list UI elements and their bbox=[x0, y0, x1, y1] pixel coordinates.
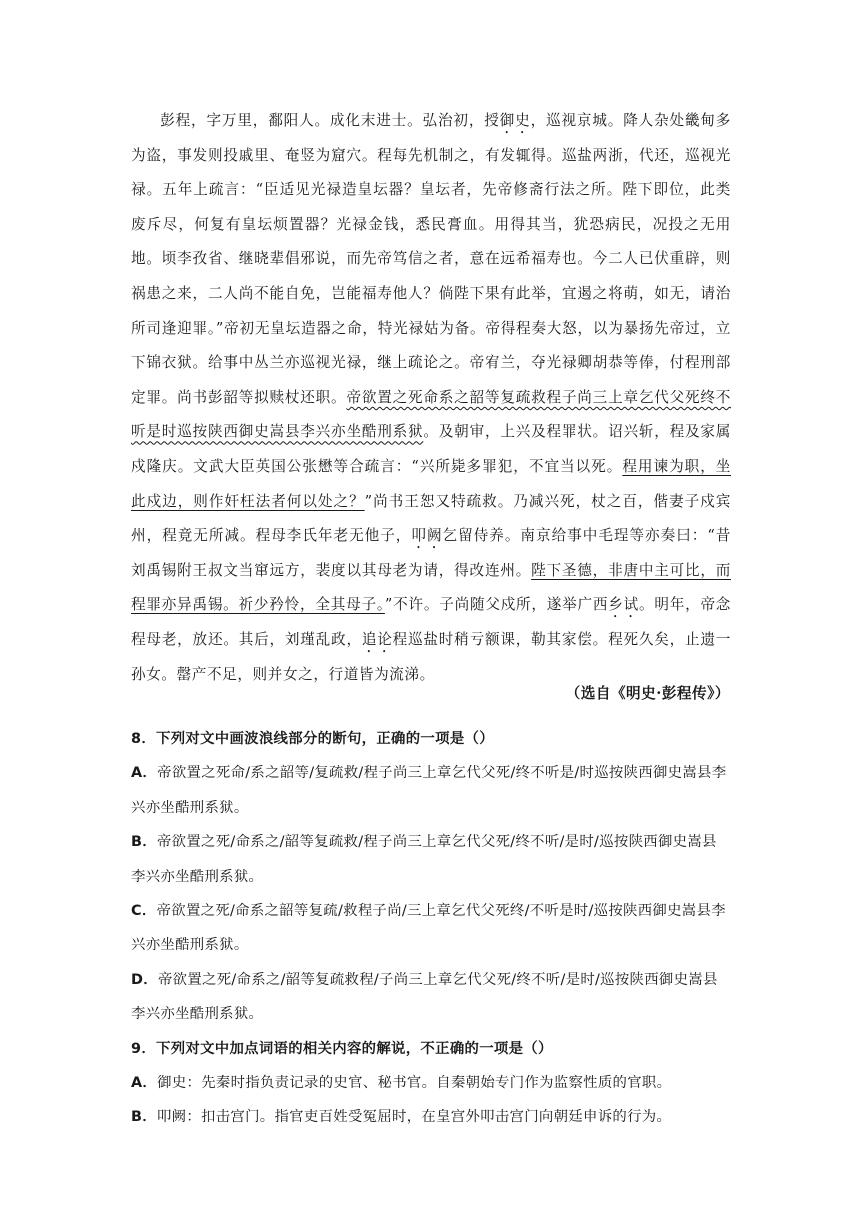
dotted-term-zhuilun: 追论 bbox=[361, 630, 393, 648]
option-text: 御史：先秦时指负责记录的史官、秘书官。自秦朝始专门作为监察性质的官职。 bbox=[157, 1075, 672, 1092]
dotted-term-yushi: 御史 bbox=[499, 112, 531, 129]
dotted-term-xiangshi: 乡试 bbox=[608, 596, 639, 614]
passage-text: 程巡盐时稍亏额课，勒其家偿。程死久矣，止遗一孙女。罄产不足，则并女之，行道皆为流涕。 bbox=[131, 630, 731, 683]
question-list bbox=[131, 722, 731, 1135]
option-letter: B． bbox=[131, 834, 157, 851]
question-9-option-a bbox=[131, 1066, 731, 1100]
option-letter: A． bbox=[131, 765, 158, 782]
option-letter: D． bbox=[131, 971, 158, 988]
question-9-stem: 9．下列对文中加点词语的相关内容的解说，不正确的一项是（） bbox=[131, 1040, 553, 1057]
question-9-option-b bbox=[131, 1100, 731, 1134]
option-letter: B． bbox=[131, 1109, 157, 1126]
passage-text: 。及朝审，上兴及程罪状。诏兴斩，程及家属戍隆庆。文武大臣英国公张懋等合疏言：“兴所毙多罪犯，不宜当以死。 bbox=[131, 423, 731, 475]
option-text: 叩阙：扣击宫门。指官吏百姓受冤屈时，在皇宫外叩击宫门向朝廷申诉的行为。 bbox=[156, 1109, 672, 1126]
question-8-option-d bbox=[131, 963, 731, 1032]
question-8-option-c bbox=[131, 894, 731, 963]
wavy-underlined-sentence: 帝欲置之死命系之韶等复疏救程子尚三上章乞代父死终不听是时巡按陕西御史嵩县李兴亦坐酷刑系狱 bbox=[131, 388, 731, 441]
passage-paragraph bbox=[131, 104, 731, 692]
option-letter: A． bbox=[131, 1075, 158, 1092]
underlined-sentence-1: 程用谏为职，坐此戍边，则作奸枉法者何以处之？ bbox=[131, 457, 732, 510]
classical-passage bbox=[131, 104, 731, 692]
option-text: 帝欲置之死/命系之/韶等复疏救程/子尚三上章乞代父死/终不听/是时/巡按陕西御史嵩县李兴亦坐酷刑系狱。 bbox=[131, 971, 718, 1023]
passage-text: 。明年，帝念程母老，放还。其后，刘瑾乱政， bbox=[131, 596, 732, 648]
dotted-term-koujue: 叩阙 bbox=[411, 527, 443, 545]
passage-text: ，巡视京城。降人杂处畿甸多为盗，事发则投戚里、奄竖为窟穴。程每先机制之，有发辄得。巡盐两浙，代还，巡视光禄。五年上疏言：“臣适见光禄造皇坛器？皇坛者，先帝修斋行法之所。陛下即位，此类废斥尽，何复有皇坛烦置器？光禄金钱，悉民膏血。用得其当，犹恐病民，况投之无用地。顷李孜省、继晓辈倡邪说，而先帝笃信之者，意在远希福寿也。今二人已伏重辟，则祸患之来，二人尚不能自免，岂能福寿他人？倘陛下果有此举，宜遏之将萌，如无，请治所司逢迎罪。”帝初无皇坛造器之命，特光禄姑为备。帝得程奏大怒，以为暴扬先帝过，立下锦衣狱。给事中丛兰亦巡视光禄，继上疏论之。帝宥兰，夺光禄卿胡恭等俸，付程刑部定罪。尚书彭韶等拟赎杖还职。 bbox=[131, 112, 732, 406]
passage-text: 乞留侍养。南京给事中毛珵等亦奏曰：“昔刘禹锡附王叔文当窜远方，裴度以其母老为请，得改连州。 bbox=[131, 527, 731, 579]
passage-source: （选自《明史·彭程传》） bbox=[565, 685, 730, 702]
option-text: 帝欲置之死/命系之韶等复疏/救程子尚/三上章乞代父死终/不听是时/巡按陕西御史嵩县李兴亦坐酷刑系狱。 bbox=[131, 903, 726, 954]
option-text: 帝欲置之死/命系之/韶等复疏救/程子尚三上章乞代父死/终不听/是时/巡按陕西御史嵩县李兴亦坐酷刑系狱。 bbox=[131, 834, 717, 885]
option-text: 帝欲置之死命/系之韶等/复疏救/程子尚三上章乞代父死/终不听是/时巡按陕西御史嵩县李兴亦坐酷刑系狱。 bbox=[131, 765, 727, 816]
passage-text: 彭程，字万里，鄱阳人。成化末进士。弘治初，授 bbox=[160, 112, 500, 129]
passage-text: ”尚书王恕又特疏救。乃减兴死，杖之百，偕妻子戍宾州，程竟无所减。程母李氏年老无他子， bbox=[131, 492, 731, 545]
passage-text: ”不许。子尚随父戍所，遂举广西 bbox=[384, 596, 609, 614]
underlined-sentence-2: 陛下圣德，非唐中主可比，而程罪亦异禹锡。祈少矜怜，全其母子。 bbox=[131, 561, 731, 614]
question-8-option-a bbox=[131, 756, 731, 825]
question-8-option-b bbox=[131, 825, 731, 894]
question-8-stem: 8．下列对文中画波浪线部分的断句，正确的一项是（） bbox=[131, 731, 494, 747]
option-letter: C． bbox=[131, 903, 157, 920]
